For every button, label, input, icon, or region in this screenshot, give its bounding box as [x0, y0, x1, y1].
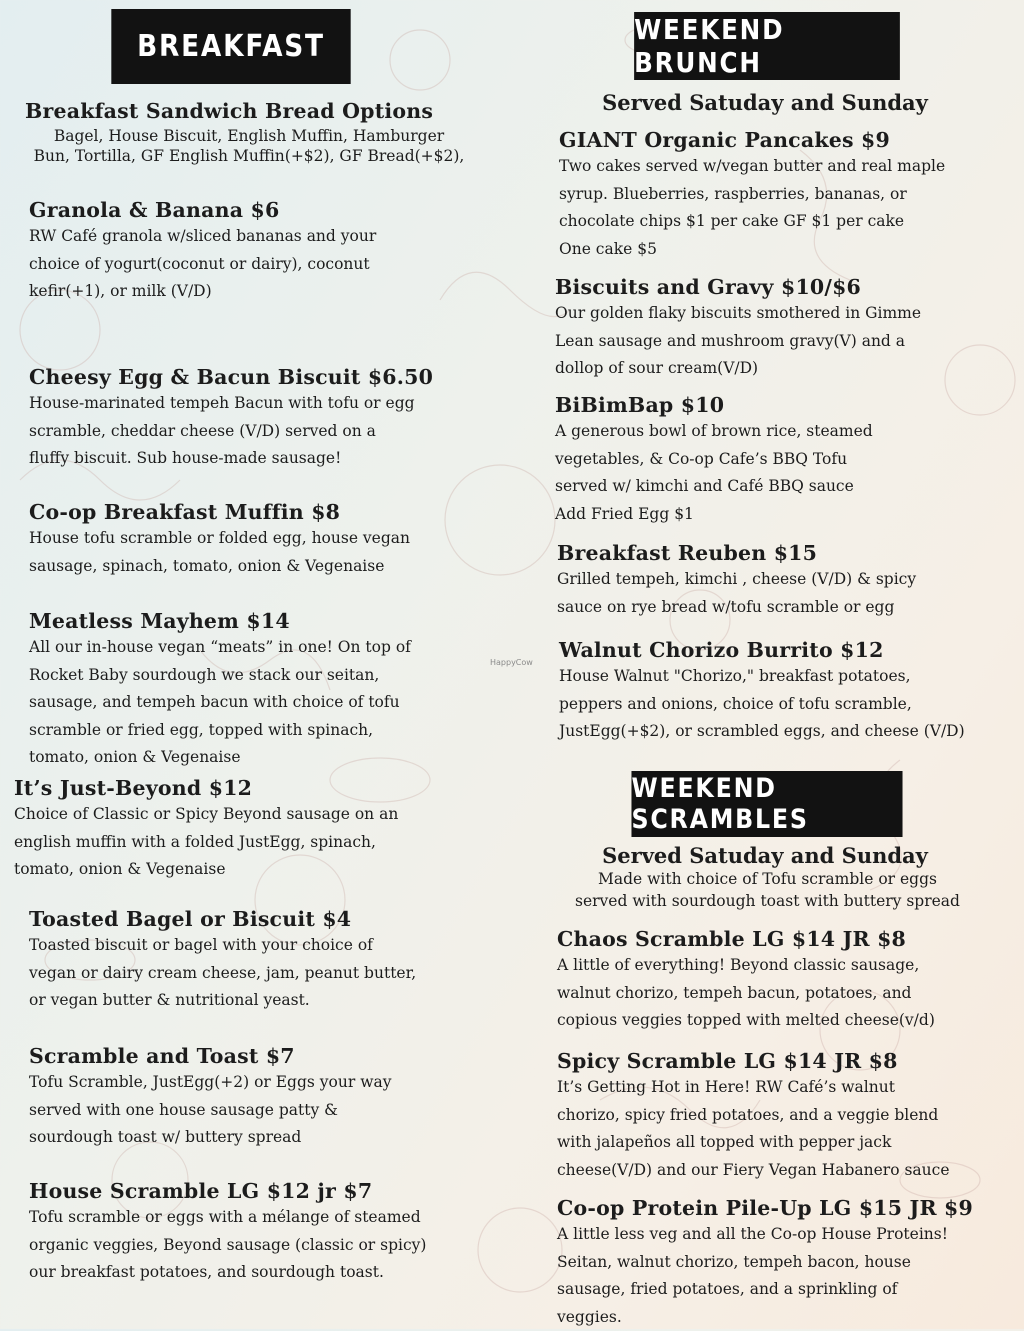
menu-item-description-line: our breakfast potatoes, and sourdough toast.: [29, 1259, 499, 1287]
menu-item-description-line: It’s Getting Hot in Here! RW Café’s walnut: [557, 1074, 1012, 1102]
scrambles-note-line: Made with choice of Tofu scramble or eggs: [545, 868, 990, 890]
menu-item-title: BiBimBap $10: [555, 392, 1005, 418]
breakfast-menu-item: [29, 197, 489, 306]
menu-item-title: Meatless Mayhem $14: [29, 608, 489, 634]
menu-item-description-line: sausage, fried potatoes, and a sprinkling of: [557, 1276, 1012, 1304]
menu-item-description-line: choice of yogurt(coconut or dairy), coconut: [29, 251, 489, 279]
menu-item-title: Co-op Breakfast Muffin $8: [29, 499, 489, 525]
menu-item-title: Spicy Scramble LG $14 JR $8: [557, 1048, 1012, 1074]
menu-item-description-line: or vegan butter & nutritional yeast.: [29, 987, 489, 1015]
menu-item-title: Cheesy Egg & Bacun Biscuit $6.50: [29, 364, 489, 390]
menu-item-title: Biscuits and Gravy $10/$6: [555, 274, 1005, 300]
breakfast-menu-item: [14, 775, 484, 884]
menu-item-description-line: fluffy biscuit. Sub house-made sausage!: [29, 445, 489, 473]
menu-item-description-line: JustEgg(+$2), or scrambled eggs, and cheese (V/D): [559, 718, 1014, 746]
menu-item-description: [13, 126, 485, 166]
menu-item-description: [14, 801, 484, 884]
menu-item-description-line: Add Fried Egg $1: [555, 501, 1005, 529]
menu-item-description-line: walnut chorizo, tempeh bacun, potatoes, and: [557, 980, 1007, 1008]
brunch-menu-item: [555, 392, 1005, 528]
scrambles-menu-item: [557, 926, 1007, 1035]
menu-item-description-line: sourdough toast w/ buttery spread: [29, 1124, 489, 1152]
menu-item-description-line: sausage, and tempeh bacun with choice of tofu: [29, 689, 489, 717]
menu-item-description: [559, 663, 1014, 746]
menu-item-description-line: dollop of sour cream(V/D): [555, 355, 1005, 383]
menu-item-description: [555, 418, 1005, 528]
menu-item-title: Walnut Chorizo Burrito $12: [559, 637, 1014, 663]
menu-item-description-line: A little of everything! Beyond classic sausage,: [557, 952, 1007, 980]
menu-item-title: It’s Just-Beyond $12: [14, 775, 484, 801]
menu-item-description-line: organic veggies, Beyond sausage (classic or spicy): [29, 1232, 499, 1260]
menu-item-description-line: english muffin with a folded JustEgg, spinach,: [14, 829, 484, 857]
menu-item-description-line: RW Café granola w/sliced bananas and your: [29, 223, 489, 251]
menu-item-title: Breakfast Sandwich Bread Options: [25, 98, 485, 124]
menu-item-title: Granola & Banana $6: [29, 197, 489, 223]
menu-item-description-line: cheese(V/D) and our Fiery Vegan Habanero sauce: [557, 1157, 1012, 1185]
scrambles-menu-item: [557, 1048, 1012, 1184]
menu-item-description-line: peppers and onions, choice of tofu scramble,: [559, 691, 1014, 719]
menu-item-description-line: Choice of Classic or Spicy Beyond sausage on an: [14, 801, 484, 829]
menu-item-description-line: House-marinated tempeh Bacun with tofu or egg: [29, 390, 489, 418]
menu-item-description: [557, 1074, 1012, 1184]
menu-item-title: House Scramble LG $12 jr $7: [29, 1178, 499, 1204]
breakfast-menu-item: [29, 1043, 489, 1152]
menu-item-description: [557, 1221, 1012, 1331]
menu-item-description: [29, 1204, 499, 1287]
menu-item-description-line: served with one house sausage patty &: [29, 1097, 489, 1125]
menu-item-description-line: Bagel, House Biscuit, English Muffin, Hamburger: [13, 126, 485, 146]
menu-item-description-line: copious veggies topped with melted cheese(v/d): [557, 1007, 1007, 1035]
menu-item-description: [29, 634, 489, 772]
menu-item-description-line: Bun, Tortilla, GF English Muffin(+$2), GF Bread(+$2),: [13, 146, 485, 166]
menu-item-description-line: scramble, cheddar cheese (V/D) served on a: [29, 418, 489, 446]
menu-item-description-line: served w/ kimchi and Café BBQ sauce: [555, 473, 1005, 501]
menu-item-description: [29, 390, 489, 473]
menu-item-title: Scramble and Toast $7: [29, 1043, 489, 1069]
menu-item-description-line: Grilled tempeh, kimchi , cheese (V/D) & spicy: [557, 566, 1007, 594]
menu-item-description: [29, 932, 489, 1015]
breakfast-menu-item: [29, 364, 489, 473]
menu-item-description-line: Two cakes served w/vegan butter and real maple: [559, 153, 1009, 181]
menu-item-description-line: Seitan, walnut chorizo, tempeh bacon, house: [557, 1249, 1012, 1277]
menu-item-title: Co-op Protein Pile-Up LG $15 JR $9: [557, 1195, 1012, 1221]
menu-item-description-line: chorizo, spicy fried potatoes, and a veggie blend: [557, 1102, 1012, 1130]
brunch-menu-item: [559, 637, 1014, 746]
menu-item-title: GIANT Organic Pancakes $9: [559, 127, 1009, 153]
menu-item-description-line: scramble or fried egg, topped with spinach,: [29, 717, 489, 745]
menu-item-description-line: House tofu scramble or folded egg, house vegan: [29, 525, 489, 553]
watermark-text: HappyCow: [490, 658, 533, 667]
menu-item-title: Breakfast Reuben $15: [557, 540, 1007, 566]
menu-item-description-line: vegetables, & Co-op Cafe’s BBQ Tofu: [555, 446, 1005, 474]
menu-item-description: [29, 223, 489, 306]
menu-item-description-line: sausage, spinach, tomato, onion & Vegenaise: [29, 553, 489, 581]
scrambles-subtitle: Served Satuday and Sunday: [560, 843, 970, 868]
menu-item-description-line: tomato, onion & Vegenaise: [29, 744, 489, 772]
menu-item-description-line: kefir(+1), or milk (V/D): [29, 278, 489, 306]
menu-item-description-line: Tofu scramble or eggs with a mélange of steamed: [29, 1204, 499, 1232]
breakfast-menu-item: [29, 1178, 499, 1287]
menu-item-description: [559, 153, 1009, 263]
breakfast-menu-item: [29, 499, 489, 580]
scrambles-note: [545, 868, 990, 912]
weekend-scrambles-header: WEEKEND SCRAMBLES: [631, 771, 902, 837]
menu-item-description-line: with jalapeños all topped with pepper jack: [557, 1129, 1012, 1157]
menu-item-description-line: Our golden flaky biscuits smothered in Gimme: [555, 300, 1005, 328]
menu-item-description-line: syrup. Blueberries, raspberries, bananas, or: [559, 181, 1009, 209]
brunch-menu-item: [559, 127, 1009, 263]
breakfast-header: BREAKFAST: [111, 9, 350, 84]
menu-item-description-line: Tofu Scramble, JustEgg(+2) or Eggs your way: [29, 1069, 489, 1097]
menu-item-description-line: Lean sausage and mushroom gravy(V) and a: [555, 328, 1005, 356]
menu-item-description-line: A little less veg and all the Co-op House Proteins!: [557, 1221, 1012, 1249]
scrambles-menu-item: [557, 1195, 1012, 1331]
menu-item-description-line: sauce on rye bread w/tofu scramble or egg: [557, 594, 1007, 622]
menu-item-description-line: tomato, onion & Vegenaise: [14, 856, 484, 884]
menu-item-description: [29, 1069, 489, 1152]
menu-item-description-line: vegan or dairy cream cheese, jam, peanut butter,: [29, 960, 489, 988]
scrambles-note-line: served with sourdough toast with buttery spread: [545, 890, 990, 912]
brunch-subtitle: Served Satuday and Sunday: [560, 90, 970, 115]
menu-item-description-line: House Walnut "Chorizo," breakfast potatoes,: [559, 663, 1014, 691]
menu-item-description-line: All our in-house vegan “meats” in one! On top of: [29, 634, 489, 662]
menu-item-description-line: Toasted biscuit or bagel with your choice of: [29, 932, 489, 960]
menu-item-title: Chaos Scramble LG $14 JR $8: [557, 926, 1007, 952]
menu-item-description: [557, 952, 1007, 1035]
menu-item-description: [557, 566, 1007, 621]
brunch-menu-item: [557, 540, 1007, 621]
menu-item-description-line: veggies.: [557, 1304, 1012, 1331]
menu-item-description-line: Rocket Baby sourdough we stack our seitan,: [29, 662, 489, 690]
weekend-brunch-header: WEEKEND BRUNCH: [634, 12, 900, 80]
menu-item-title: Toasted Bagel or Biscuit $4: [29, 906, 489, 932]
breakfast-menu-item: [29, 906, 489, 1015]
menu-item-description: [555, 300, 1005, 383]
menu-item-description: [29, 525, 489, 580]
breakfast-menu-item: [29, 608, 489, 772]
menu-item-description-line: One cake $5: [559, 236, 1009, 264]
breakfast-menu-item: [25, 98, 485, 166]
menu-item-description-line: chocolate chips $1 per cake GF $1 per cake: [559, 208, 1009, 236]
brunch-menu-item: [555, 274, 1005, 383]
menu-item-description-line: A generous bowl of brown rice, steamed: [555, 418, 1005, 446]
